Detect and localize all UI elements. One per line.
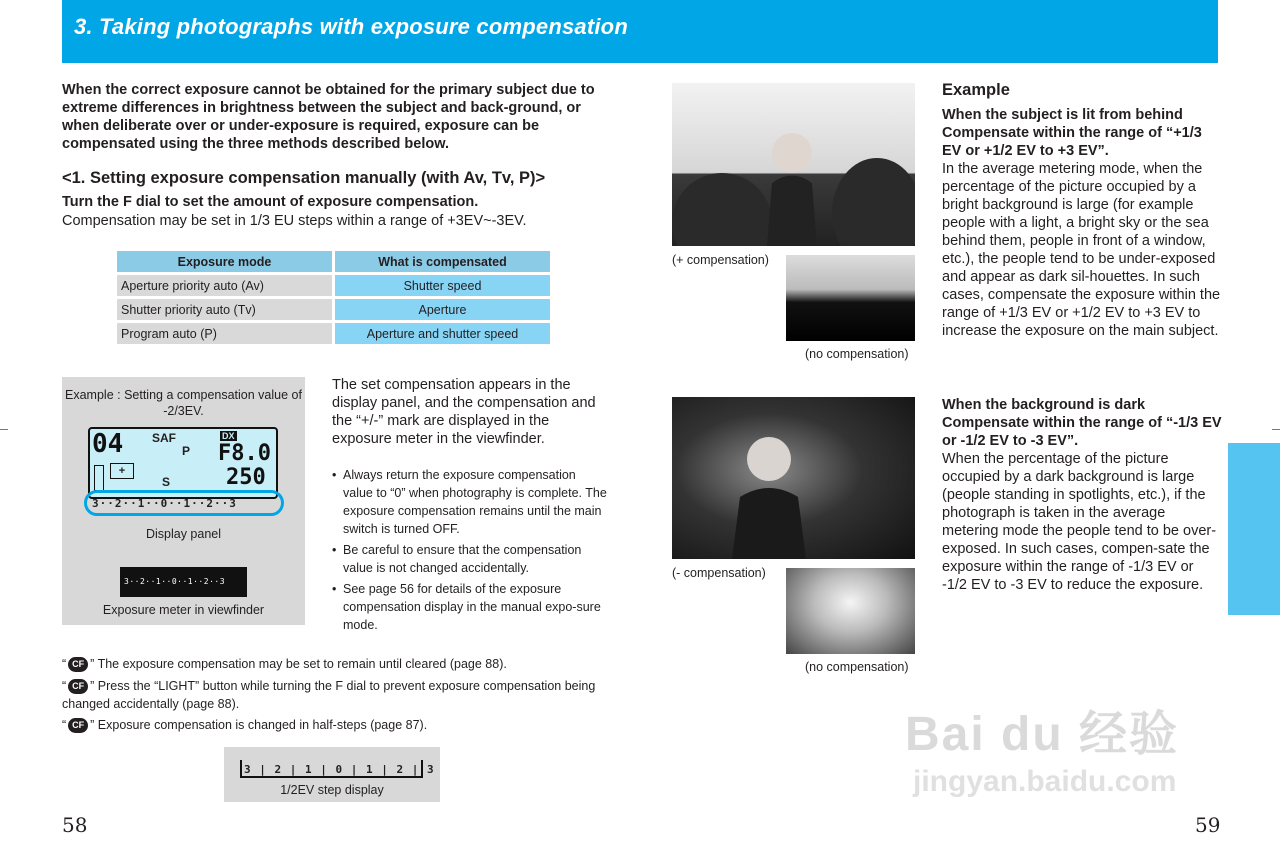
section-header-bar	[62, 0, 1218, 63]
photo-no-compensation-1	[786, 255, 915, 341]
table-cell: Aperture	[335, 299, 550, 320]
notes-list	[330, 466, 608, 637]
cf-note: “ CF ” The exposure compensation may be set to remain until cleared (page 88).	[62, 657, 507, 671]
photo-no-compensation-2	[786, 568, 915, 654]
example-display-box	[62, 377, 305, 625]
intro-paragraph: When the correct exposure cannot be obtained for the primary subject due to extreme differences in brightness between the subject and back-ground, or when deliberate over or under-exposure is required, exposure can be compensated using the three methods described below.	[62, 82, 595, 152]
table-cell: Aperture priority auto (Av)	[117, 275, 332, 296]
crop-mark	[1272, 429, 1280, 430]
page-number-right: 59	[1195, 813, 1221, 837]
cf-note: “ CF ” Exposure compensation is changed in half-steps (page 87).	[62, 718, 428, 732]
table-cell: Shutter priority auto (Tv)	[117, 299, 332, 320]
cf-icon: CF	[68, 679, 88, 694]
compensation-scale: 3··2··1··0··1··2··3	[92, 497, 237, 510]
table-cell: Aperture and shutter speed	[335, 323, 550, 344]
crop-mark	[0, 429, 8, 430]
cf-icon: CF	[68, 718, 88, 733]
viewfinder-label: Exposure meter in viewfinder	[102, 603, 265, 617]
baidu-watermark	[905, 665, 1205, 815]
lcd-frame-counter: 04	[92, 429, 124, 459]
table-header: What is compensated	[335, 251, 550, 272]
cf-note-text: ” The exposure compensation may be set to remain until cleared (page 88).	[90, 657, 507, 671]
dark-range: Compensate within the range of “-1/3 EV or -1/2 EV to -3 EV”.	[942, 415, 1222, 449]
battery-icon	[94, 465, 104, 491]
instruction-text: Turn the F dial to set the amount of exposure compensation.	[62, 194, 479, 210]
backlit-range: Compensate within the range of “+1/3 EV or +1/2 EV to +3 EV”.	[942, 125, 1202, 159]
lcd-plus-indicator: +	[110, 463, 134, 479]
instruction-detail: Compensation may be set in 1/3 EU steps within a range of +3EV~-3EV.	[62, 213, 527, 229]
list-item: • See page 56 for details of the exposure compensation display in the manual expo-sure mode.	[330, 580, 608, 634]
photo-minus-compensation	[672, 397, 915, 559]
exposure-mode-table	[114, 248, 553, 347]
cf-note: “ CF ” Press the “LIGHT” button while turning the F dial to prevent exposure compensation being changed accidentally (page 88).	[62, 679, 596, 711]
backlit-heading: When the subject is lit from behind	[942, 107, 1183, 123]
table-cell: Program auto (P)	[117, 323, 332, 344]
example-title: Example	[942, 81, 1010, 99]
dark-heading: When the background is dark	[942, 397, 1146, 413]
list-item: • Always return the exposure compensation value to “0” when photography is complete. The exposure compensation remains until the main switch is turned OFF.	[330, 466, 608, 538]
lcd-mode-label: P	[182, 444, 191, 458]
table-header: Exposure mode	[117, 251, 332, 272]
table-row	[117, 299, 550, 320]
lcd-s-label: S	[162, 475, 171, 489]
table-row	[117, 275, 550, 296]
table-cell: Shutter speed	[335, 275, 550, 296]
dark-background-section	[942, 396, 1222, 594]
lcd-dx-label: DX	[222, 431, 235, 441]
backlit-section	[942, 106, 1222, 340]
chapter-tab	[1228, 443, 1280, 615]
photo-plus-compensation	[672, 83, 915, 246]
photo-caption: (no compensation)	[805, 660, 909, 674]
photo-caption: (no compensation)	[805, 347, 909, 361]
cf-note-text: ” Exposure compensation is changed in half-steps (page 87).	[90, 718, 428, 732]
set-compensation-text: The set compensation appears in the display panel, and the compensation and the “+/-” mark are displayed in the exposure meter in the viewfinder.	[332, 377, 596, 447]
list-item: • Be careful to ensure that the compensation value is not changed accidentally.	[330, 541, 608, 577]
viewfinder-scale: 3··2··1··0··1··2··3	[124, 577, 226, 586]
display-panel-label: Display panel	[145, 527, 222, 541]
photo-subject-silhouette	[672, 83, 915, 246]
lcd-shutter-value: 250	[226, 465, 266, 490]
lcd-saf-label: SAF	[152, 431, 176, 445]
table-row	[117, 323, 550, 344]
backlit-body: In the average metering mode, when the percentage of the picture occupied by a bright background is large (for example people with a light, a bright sky or the sea behind them, people in front of a window, etc.), the people tend to be under-exposed and appear as dark sil-houettes. In such cases, compensate the exposure within the range of +1/3 EV or +1/2 EV to +3 EV to increase the exposure on the main subject.	[942, 161, 1221, 339]
section-title: 3. Taking photographs with exposure compensation	[74, 14, 628, 39]
half-step-label: 1/2EV step display	[280, 783, 384, 797]
table-header-row	[117, 251, 550, 272]
half-step-display-box	[224, 747, 440, 802]
half-step-scale: 3 | 2 | 1 | 0 | 1 | 2 | 3	[244, 763, 435, 776]
cf-note-text: ” Press the “LIGHT” button while turning the F dial to prevent exposure compensation being changed accidentally (page 88).	[62, 679, 596, 711]
example-caption: Example : Setting a compensation value of -2/3EV.	[65, 388, 302, 418]
photo-caption: (+ compensation)	[672, 253, 769, 267]
lcd-display-panel	[88, 427, 278, 499]
photo-subject-portrait	[672, 397, 915, 559]
dark-body: When the percentage of the picture occupied by a dark background is large (people standing in spotlights, etc.), if the photograph is taken in the average metering mode the people tend to be over-exposed. In such cases, compen-sate the exposure within the range of -1/3 EV or -1/2 EV to -3 EV to reduce the exposure.	[942, 451, 1217, 593]
photo-caption: (- compensation)	[672, 566, 766, 580]
viewfinder-meter	[120, 567, 247, 597]
lcd-aperture-value: F8.0	[218, 441, 271, 466]
cf-icon: CF	[68, 657, 88, 672]
watermark-url: jingyan.baidu.com	[913, 765, 1177, 798]
watermark-brand: Bai du 经验	[905, 708, 1180, 761]
subsection-title: <1. Setting exposure compensation manually (with Av, Tv, P)>	[62, 169, 546, 187]
page-number-left: 58	[62, 813, 88, 837]
